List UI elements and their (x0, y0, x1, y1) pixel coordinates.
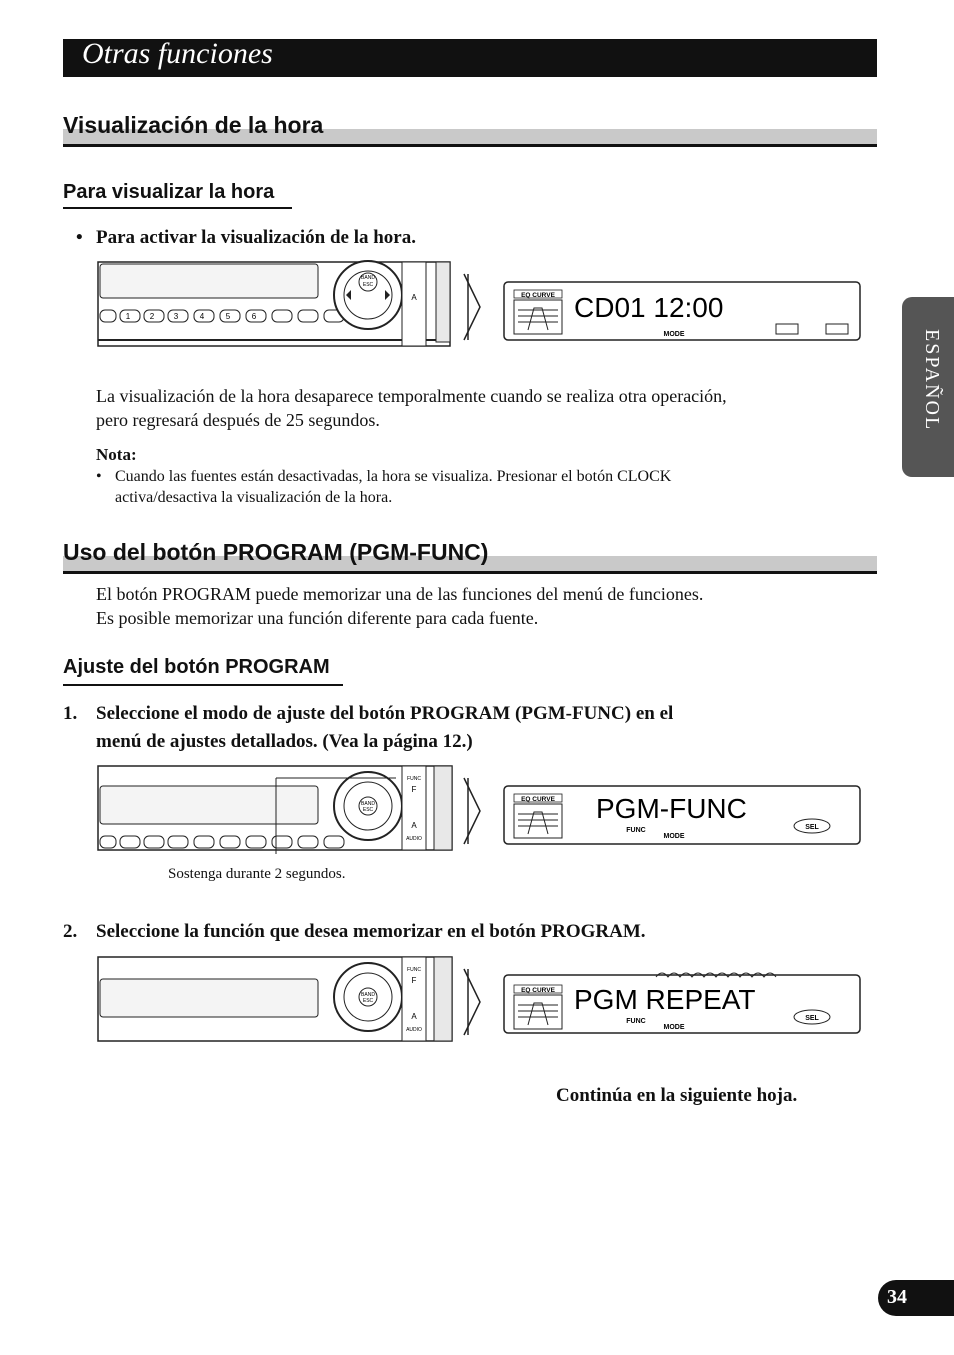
section-title-rule (63, 571, 877, 574)
esc-button-label: ESC (362, 282, 374, 288)
lcd-text: PGM-FUNC (596, 793, 747, 824)
section-title: Visualización de la hora (63, 112, 324, 138)
a-button-label: A (411, 821, 417, 830)
func-label: FUNC (626, 1018, 646, 1025)
svg-text:3: 3 (173, 312, 179, 321)
figure-caption: Sostenga durante 2 segundos. (168, 866, 346, 882)
language-tab-label: ESPAÑOL (921, 329, 943, 432)
paragraph-line: pero regresará después de 25 segundos. (96, 410, 380, 430)
head-unit (98, 957, 452, 1041)
eq-curve-label: EQ CURVE (521, 292, 555, 299)
subsection-rule (63, 207, 292, 209)
step-number: 1. (63, 703, 78, 724)
audio-button-label: AUDIO (406, 836, 422, 842)
lcd-text: CD01 12:00 (574, 292, 724, 323)
paragraph-line: Es posible memorizar una función diferente para cada fuente. (96, 608, 539, 628)
bullet-marker: • (76, 227, 83, 248)
step-number: 2. (63, 921, 78, 942)
esc-button-label: ESC (362, 998, 374, 1004)
figure-pgm-func (96, 764, 866, 854)
svg-text:2: 2 (149, 312, 155, 321)
subsection-rule (63, 684, 343, 686)
lcd-display (504, 973, 860, 1033)
head-unit (98, 261, 450, 346)
step-text: menú de ajustes detallados. (Vea la página 12.) (96, 731, 473, 752)
func-button-label: FUNC (407, 776, 421, 782)
esc-button-label: ESC (362, 807, 374, 813)
eq-curve-label: EQ CURVE (521, 796, 555, 803)
head-unit (98, 766, 452, 854)
language-tab (902, 297, 954, 477)
note-line: activa/desactiva la visualización de la hora. (115, 489, 393, 506)
a-button-label: A (411, 1012, 417, 1021)
note-title: Nota: (96, 445, 137, 464)
sel-label: SEL (805, 824, 819, 831)
page-number-tab (878, 1280, 954, 1316)
subsection-title: Para visualizar la hora (63, 181, 275, 203)
lcd-display (504, 786, 860, 844)
step-text: Seleccione el modo de ajuste del botón PROGRAM (PGM-FUNC) en el (96, 703, 674, 724)
section-title: Uso del botón PROGRAM (PGM-FUNC) (63, 539, 489, 565)
continue-note: Continúa en la siguiente hoja. (556, 1085, 798, 1106)
svg-text:6: 6 (251, 312, 257, 321)
page-number: 34 (887, 1286, 907, 1308)
paragraph-line: La visualización de la hora desaparece temporalmente cuando se realiza otra operación, (96, 386, 727, 406)
section-title-rule (63, 144, 877, 147)
bullet-text: Para activar la visualización de la hora. (96, 227, 416, 248)
note-line: Cuando las fuentes están desactivadas, la hora se visualiza. Presionar el botón CLOCK (115, 468, 672, 485)
mode-label: MODE (663, 1024, 685, 1031)
page-title: Otras funciones (82, 37, 273, 70)
band-button-label: BAND (361, 275, 375, 281)
f-button-label: F (411, 976, 417, 985)
lcd-text: PGM REPEAT (574, 984, 756, 1015)
func-button-label: FUNC (407, 967, 421, 973)
step-text: Seleccione la función que desea memorizar en el botón PROGRAM. (96, 921, 646, 942)
svg-text:1: 1 (125, 312, 131, 321)
note-bullet: • (96, 468, 102, 485)
mode-label: MODE (663, 331, 685, 338)
eq-curve-label: EQ CURVE (521, 987, 555, 994)
band-button-label: BAND (361, 801, 375, 807)
mode-label: MODE (663, 833, 685, 840)
svg-text:4: 4 (199, 312, 205, 321)
a-button-label: A (411, 293, 417, 302)
f-button-label: F (411, 785, 417, 794)
paragraph-line: El botón PROGRAM puede memorizar una de las funciones del menú de funciones. (96, 584, 704, 604)
figure-pgm-repeat (96, 955, 866, 1045)
lcd-display (504, 282, 860, 340)
figure-clock-display (96, 260, 866, 350)
band-button-label: BAND (361, 992, 375, 998)
svg-text:5: 5 (225, 312, 231, 321)
audio-button-label: AUDIO (406, 1027, 422, 1033)
sel-label: SEL (805, 1015, 819, 1022)
subsection-title: Ajuste del botón PROGRAM (63, 656, 330, 678)
func-label: FUNC (626, 827, 646, 834)
